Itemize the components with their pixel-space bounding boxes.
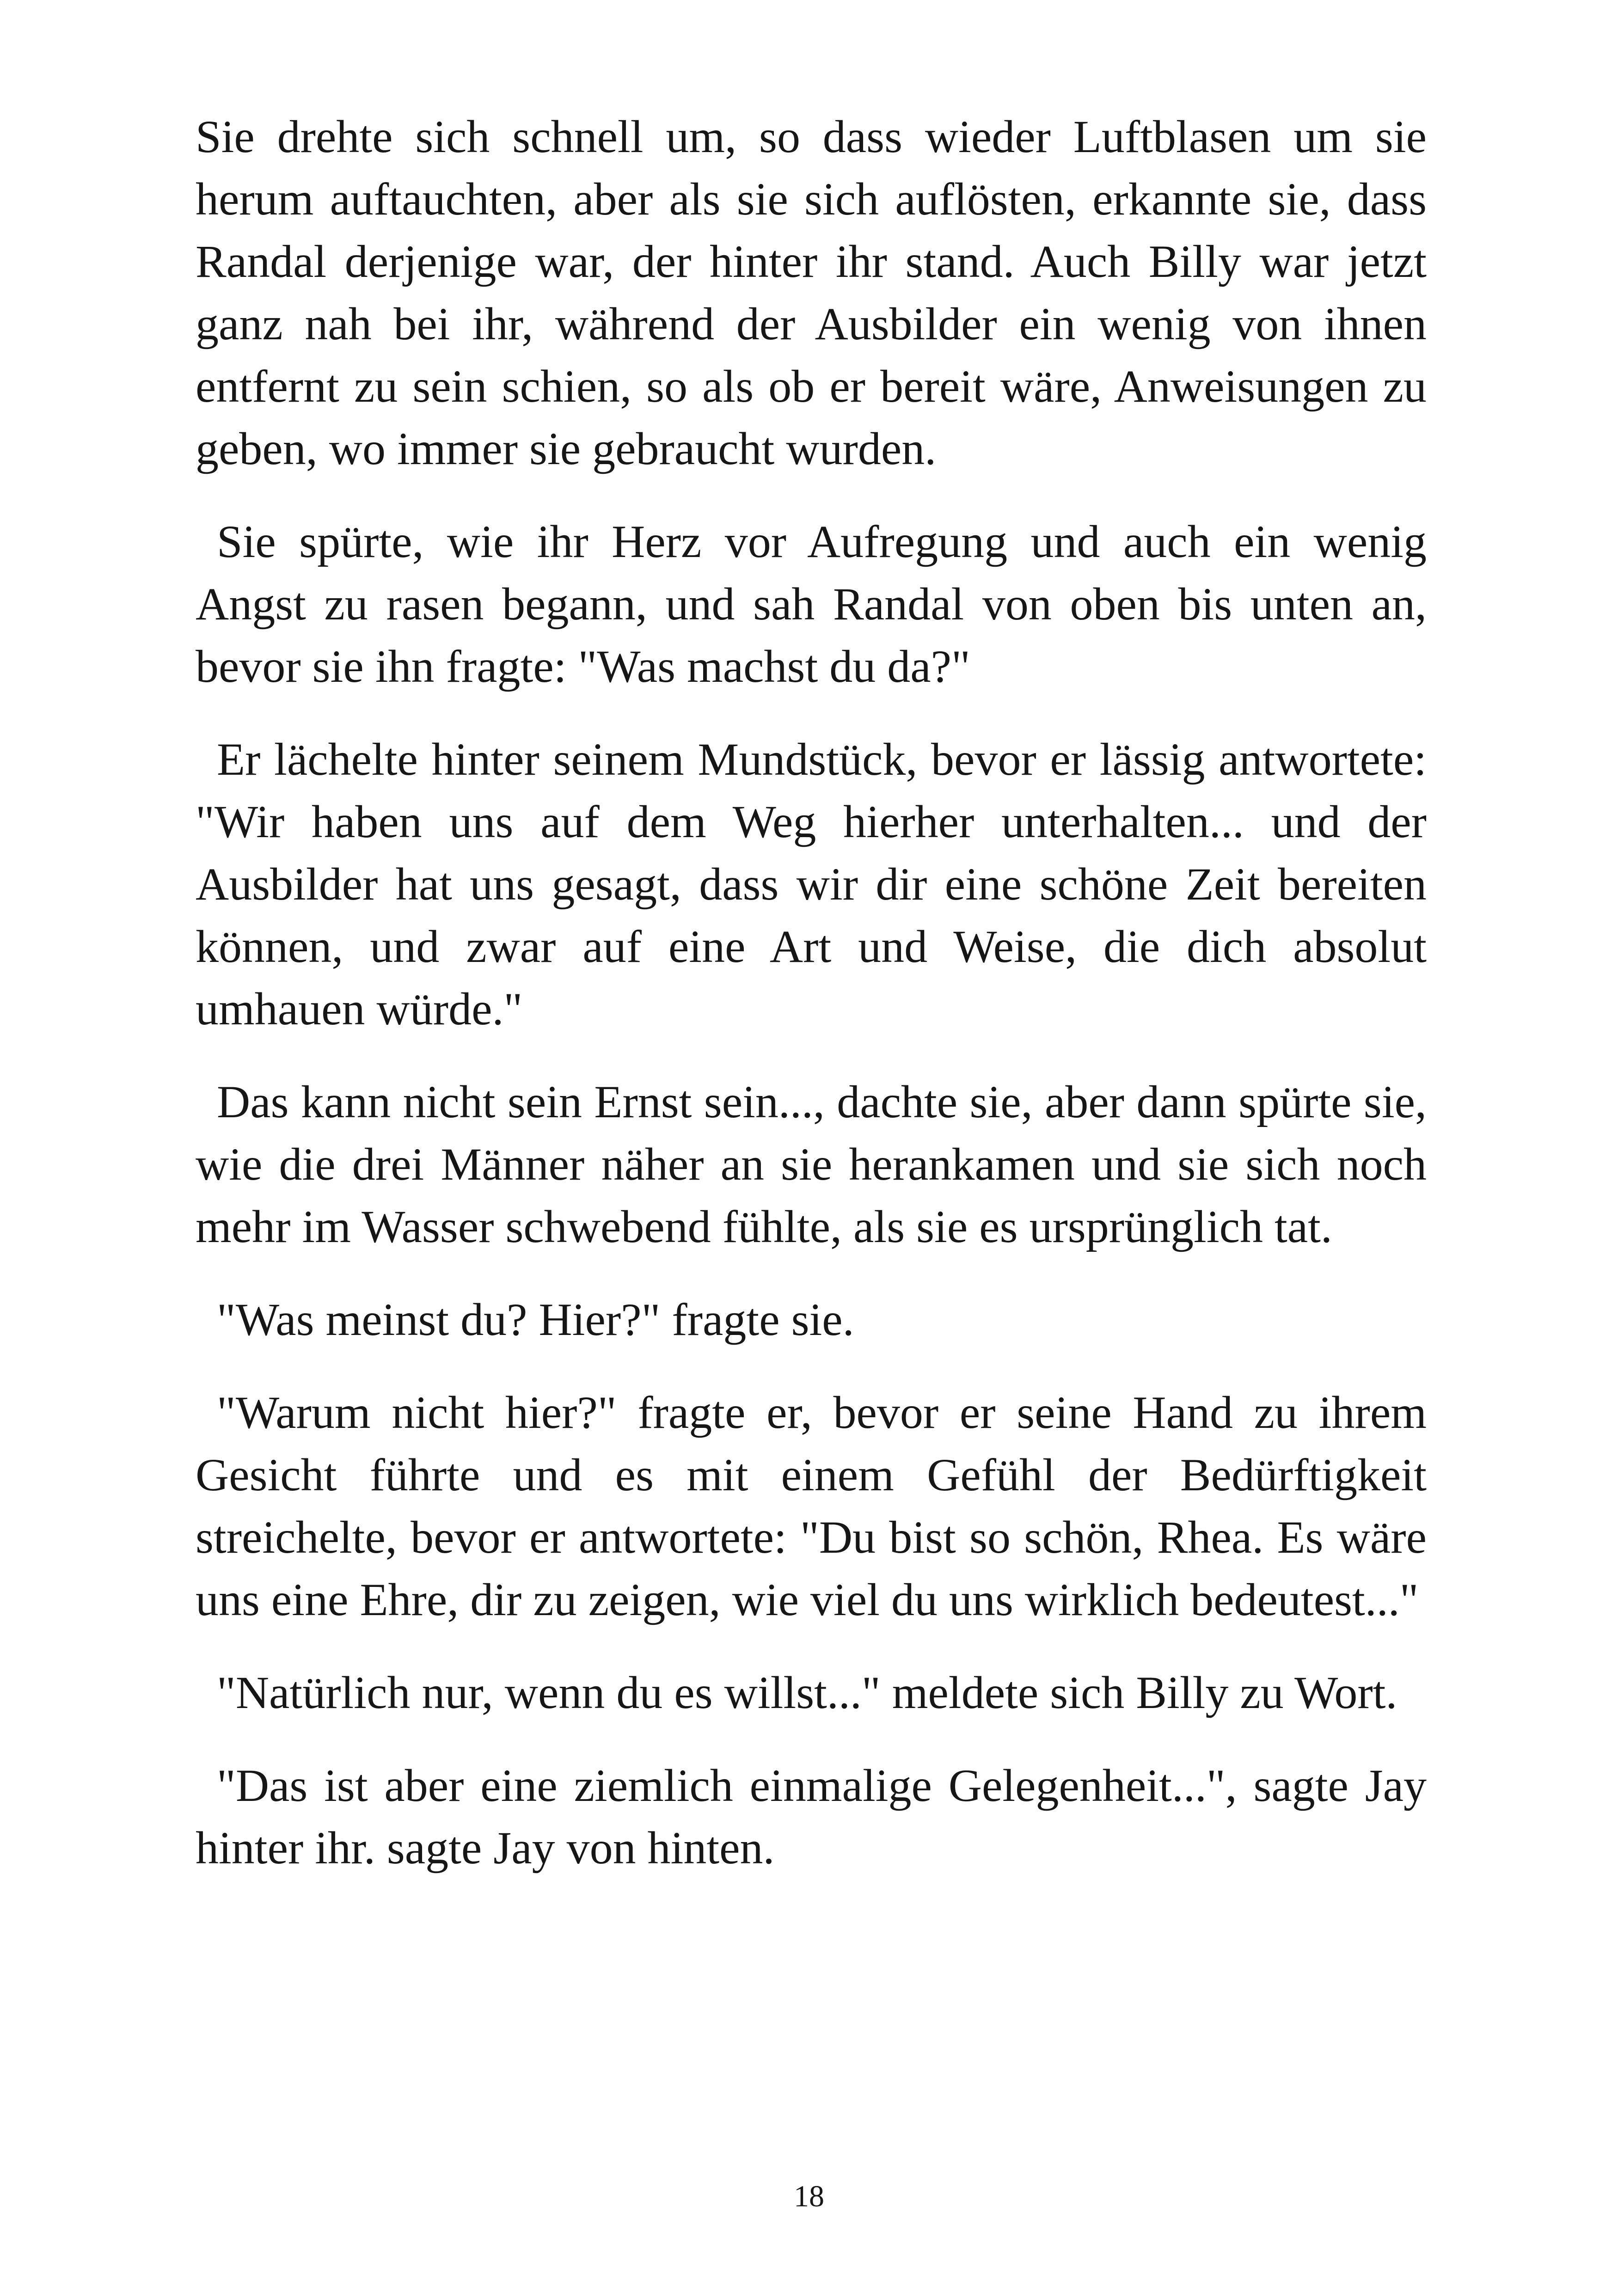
paragraph-8: "Das ist aber eine ziemlich einmalige Gelegenheit...", sagte Jay hinter ihr. sagte Jay von hinten. (196, 1760, 1427, 1874)
paragraph-5: "Was meinst du? Hier?" fragte sie. (217, 1294, 854, 1345)
paragraph-3: Er lächelte hinter seinem Mundstück, bevor er lässig antwortete: "Wir haben uns auf dem Weg hierher unterhalten... und der Ausbilder hat uns gesagt, dass wir dir eine schöne Zeit bereiten können, und zwar auf eine Art und Weise, die dich absolut umhauen würde." (196, 734, 1427, 1035)
paragraph-7: "Natürlich nur, wenn du es willst..." meldete sich Billy zu Wort. (217, 1667, 1397, 1718)
paragraph-2: Sie spürte, wie ihr Herz vor Aufregung und auch ein wenig Angst zu rasen begann, und sah Randal von oben bis unten an, bevor sie ihn fragte: "Was machst du da?" (196, 516, 1427, 692)
paragraph-4: Das kann nicht sein Ernst sein..., dachte sie, aber dann spürte sie, wie die drei Männer näher an sie herankamen und sie sich noch mehr im Wasser schwebend fühlte, als sie es ursprünglich tat. (196, 1076, 1427, 1252)
paragraph-1: Sie drehte sich schnell um, so dass wieder Luftblasen um sie herum auftauchten, aber als sie sich auflösten, erkannte sie, dass Randal derjenige war, der hinter ihr stand. Auch Billy war jetzt ganz nah bei ihr, während der Ausbilder ein wenig von ihnen entfernt zu sein schien, so als ob er bereit wäre, Anweisungen zu geben, wo immer sie gebraucht wurden. (196, 111, 1427, 474)
body-text (196, 105, 1427, 1910)
paragraph-6: "Warum nicht hier?" fragte er, bevor er seine Hand zu ihrem Gesicht führte und es mit einem Gefühl der Bedürftigkeit streichelte, bevor er antwortete: "Du bist so schön, Rhea. Es wäre uns eine Ehre, dir zu zeigen, wie viel du uns wirklich bedeutest..." (196, 1387, 1427, 1625)
page-number: 18 (794, 2180, 824, 2213)
